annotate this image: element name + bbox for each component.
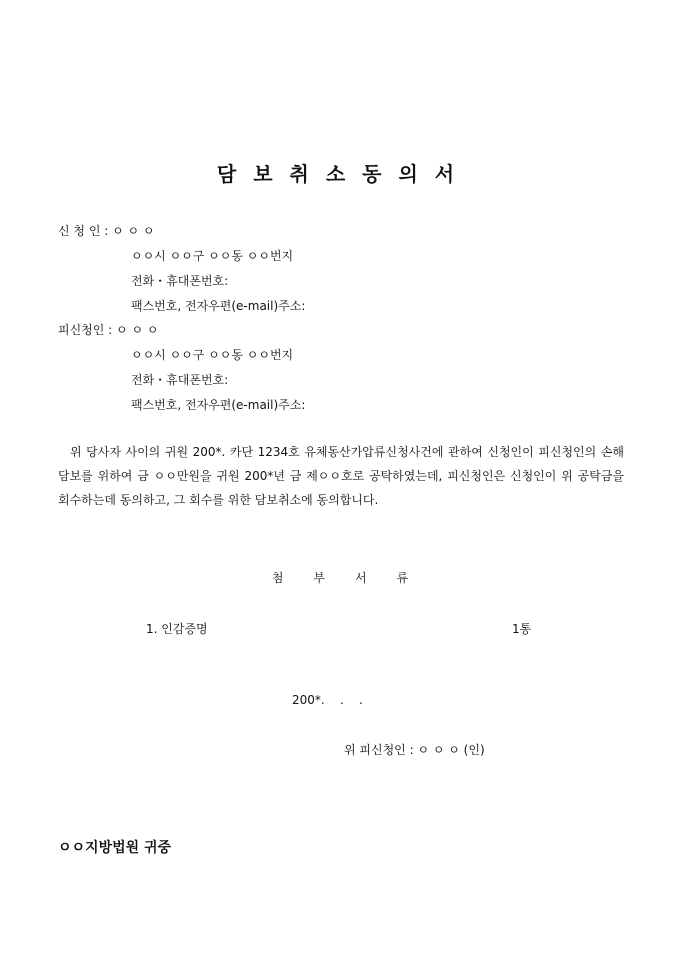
applicant-address: ㅇㅇ시 ㅇㅇ구 ㅇㅇ동 ㅇㅇ번지 (131, 249, 294, 263)
body-paragraph: 위 당사자 사이의 귀원 200*. 카단 1234호 유체동산가압류신청사건에 관하여 신청인이 피신청인의 손해담보를 위하여 금 ㅇㅇ만원을 귀원 200*년 금 제ㅇㅇ호로 공탁하였는데, 피신청인은 신청인이 위 공탁금을 회수하는데 동의하고, 그 회수를 위한 담보취소에 동의합니다. (58, 445, 624, 507)
respondent-phone: 전화・휴대폰번호: (131, 373, 229, 387)
attachments-title: 첨부서류 (271, 571, 439, 585)
court-addressee: ㅇㅇ지방법원 귀중 (58, 840, 172, 856)
respondent-fax-email: 팩스번호, 전자우편(e-mail)주소: (131, 398, 306, 412)
attachment-count: 1통 (512, 622, 532, 636)
document-title: 담보취소동의서 (216, 162, 472, 186)
applicant-fax-email: 팩스번호, 전자우편(e-mail)주소: (131, 299, 306, 313)
respondent-label: 피신청인 : ㅇ ㅇ ㅇ (58, 323, 159, 337)
applicant-label: 신 청 인 : ㅇ ㅇ ㅇ (58, 224, 155, 238)
document-date: 200*. . . (292, 693, 363, 707)
signature-line: 위 피신청인 : ㅇ ㅇ ㅇ (인) (344, 743, 485, 757)
attachment-item: 1. 인감증명 (146, 622, 208, 636)
applicant-phone: 전화・휴대폰번호: (131, 274, 229, 288)
respondent-address: ㅇㅇ시 ㅇㅇ구 ㅇㅇ동 ㅇㅇ번지 (131, 348, 294, 362)
